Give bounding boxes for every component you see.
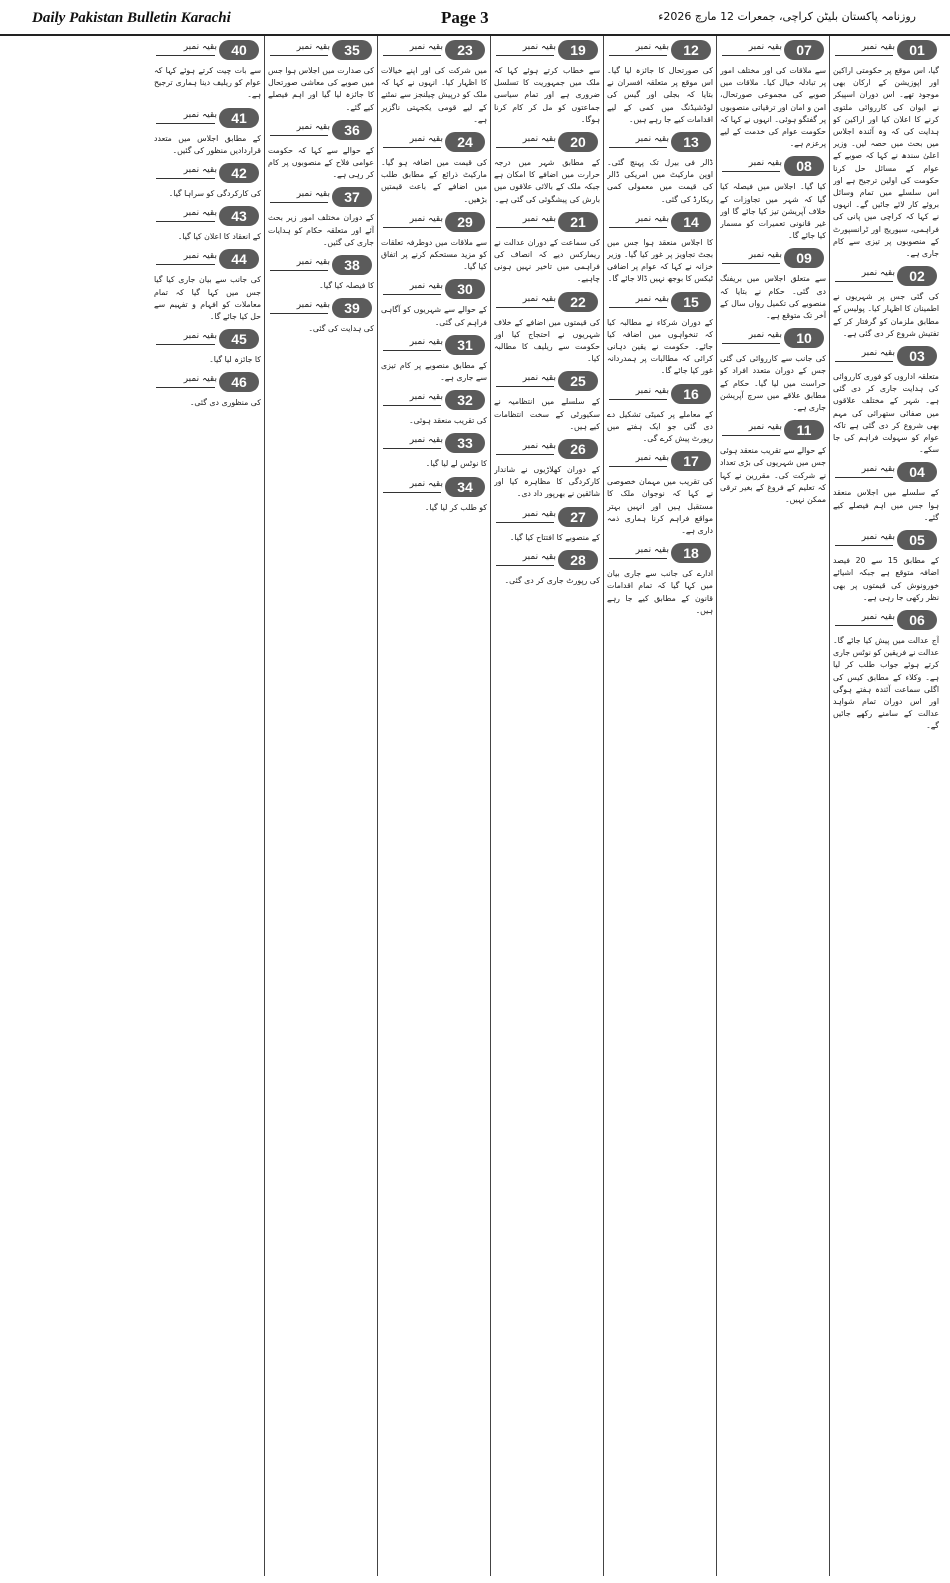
continued-story [268, 255, 374, 292]
continuation-label: بقیہ نمبر [409, 134, 443, 145]
continuation-number: 19 [558, 40, 598, 60]
continuation-label: بقیہ نمبر [748, 330, 782, 341]
continuation-tag [494, 212, 600, 234]
continued-story [154, 108, 261, 157]
continuation-label: بقیہ نمبر [861, 42, 895, 52]
column-body [494, 36, 600, 1576]
story-text: کے سلسلے میں اجلاس منعقد ہوا جس میں اہم فیصلے کیے گئے۔ [833, 488, 939, 522]
continuation-number: 27 [558, 507, 598, 527]
continuation-label: بقیہ نمبر [748, 250, 782, 261]
continuation-tag [607, 384, 713, 406]
continuation-number: 18 [671, 543, 711, 563]
continued-story [720, 248, 826, 322]
tag-rule [609, 227, 667, 228]
continuation-label: بقیہ نمبر [409, 42, 443, 52]
continued-story [607, 451, 713, 537]
continuation-label: بقیہ نمبر [183, 109, 217, 120]
continuation-label: بقیہ نمبر [409, 336, 443, 347]
story-text: میں شرکت کی اور اپنے خیالات کا اظہار کیا۔ انہوں نے کہا کہ ملک کو درپیش چیلنجز سے نمٹنے کے لیے قومی یکجہتی ناگزیر ہے۔ [381, 66, 487, 124]
continued-story [381, 212, 487, 274]
tag-rule [156, 221, 215, 222]
continued-story [154, 249, 261, 323]
continuation-tag [268, 120, 374, 142]
story-text: کی ہدایت کی گئی۔ [308, 324, 374, 334]
continuation-label: بقیہ نمبر [183, 165, 217, 176]
continuation-number: 39 [332, 298, 372, 318]
dateline: روزنامہ پاکستان بلیٹن کراچی، جمعرات 12 مارچ 2026ء [658, 10, 916, 23]
continuation-tag [154, 108, 261, 130]
continuation-number: 10 [784, 328, 824, 348]
tag-rule [156, 344, 215, 345]
column-body [154, 36, 261, 1576]
story-text: سے ملاقات کی اور مختلف امور پر تبادلہ خیال کیا۔ ملاقات میں صوبے کی مجموعی صورتحال، امن و امان اور ترقیاتی منصوبوں پر گفتگو ہوئی۔ انہوں نے کہا کہ حکومت عوام کی خدمت کے لیے پرعزم ہے۔ [720, 66, 826, 149]
continuation-tag [381, 40, 487, 62]
continuation-label: بقیہ نمبر [748, 42, 782, 52]
continuation-label: بقیہ نمبر [296, 300, 330, 311]
story-text: کی جانب سے بیان جاری کیا گیا جس میں کہا گیا کہ تمام معاملات کو افہام و تفہیم سے حل کیا جائے گا۔ [154, 275, 261, 322]
tag-rule [270, 55, 328, 56]
story-text: کی صورتحال کا جائزہ لیا گیا۔ اس موقع پر متعلقہ افسران نے بتایا کہ بجلی اور گیس کی لوڈشیڈنگ میں کمی کے لیے اقدامات کیے جا رہے ہیں۔ [607, 66, 713, 124]
story-text: کے مطابق 15 سے 20 فیصد اضافہ متوقع ہے جبکہ اشیائے خورونوش کی قیمتوں پر بھی نظر رکھی جا رہی ہے۔ [833, 556, 939, 602]
tag-rule [722, 435, 780, 436]
continued-story [833, 462, 939, 524]
continuation-number: 44 [219, 249, 259, 269]
story-text: کا جائزہ لیا گیا۔ [209, 355, 261, 365]
continuation-number: 29 [445, 212, 485, 232]
tag-rule [270, 202, 328, 203]
continuation-label: بقیہ نمبر [635, 42, 669, 52]
continued-story [720, 40, 826, 150]
story-text: کیا گیا۔ اجلاس میں فیصلہ کیا گیا کہ شہر میں تجاوزات کے خلاف آپریشن تیز کیا جائے گا اور غیر قانونی تعمیرات کو مسمار کیا جائے گا۔ [720, 182, 826, 241]
continuation-tag [154, 206, 261, 228]
tag-rule [383, 294, 441, 295]
continuation-label: بقیہ نمبر [861, 348, 895, 359]
continuation-label: بقیہ نمبر [296, 42, 330, 52]
story-text: کے مطابق منصوبے پر کام تیزی سے جاری ہے۔ [381, 360, 487, 383]
tag-rule [835, 361, 893, 362]
tag-rule [383, 55, 441, 56]
continuation-tag [154, 249, 261, 271]
tag-rule [156, 264, 215, 265]
continuation-label: بقیہ نمبر [522, 441, 556, 452]
continuation-label: بقیہ نمبر [409, 435, 443, 446]
continuation-number: 21 [558, 212, 598, 232]
continued-story [720, 156, 826, 242]
continuation-label: بقیہ نمبر [183, 208, 217, 219]
tag-rule [156, 178, 215, 179]
tag-rule [835, 625, 893, 626]
newspaper-page [8, 36, 942, 1576]
continuation-number: 03 [897, 346, 937, 366]
continuation-label: بقیہ نمبر [522, 508, 556, 519]
tag-rule [270, 313, 328, 314]
continuation-number: 05 [897, 530, 937, 550]
continuation-label: بقیہ نمبر [635, 134, 669, 145]
tag-rule [835, 545, 893, 546]
story-text: کے سلسلے میں انتظامیہ نے سکیورٹی کے سخت انتظامات کیے ہیں۔ [494, 397, 600, 431]
tag-rule [496, 454, 554, 455]
continued-story [381, 279, 487, 328]
continuation-tag [607, 212, 713, 234]
tag-rule [383, 227, 441, 228]
tag-rule [156, 387, 215, 388]
continuation-number: 37 [332, 187, 372, 207]
continuation-tag [154, 163, 261, 185]
tag-rule [156, 55, 215, 56]
tag-rule [496, 227, 554, 228]
tag-rule [609, 55, 667, 56]
continuation-tag [833, 530, 939, 552]
continuation-number: 43 [219, 206, 259, 226]
continuation-label: بقیہ نمبر [183, 42, 217, 52]
continued-story [720, 328, 826, 414]
continued-story [494, 507, 600, 544]
continuation-number: 38 [332, 255, 372, 275]
continuation-number: 32 [445, 390, 485, 410]
continuation-label: بقیہ نمبر [409, 281, 443, 292]
newspaper-title: Daily Pakistan Bulletin Karachi [32, 10, 231, 26]
continued-story [268, 187, 374, 249]
story-text: کے حوالے سے تقریب منعقد ہوئی جس میں شہریوں کی بڑی تعداد نے شرکت کی۔ مقررین نے کہا کہ تعلیم کے فروغ کے بغیر ترقی ممکن نہیں۔ [720, 446, 826, 505]
continuation-label: بقیہ نمبر [748, 422, 782, 433]
continuation-label: بقیہ نمبر [183, 374, 217, 385]
continuation-label: بقیہ نمبر [296, 257, 330, 268]
continued-story [381, 40, 487, 126]
continuation-tag [494, 132, 600, 154]
continuation-tag [494, 550, 600, 572]
continuation-number: 28 [558, 550, 598, 570]
continued-story [607, 292, 713, 378]
story-text: سے ملاقات میں دوطرفہ تعلقات کو مزید مستحکم کرنے پر اتفاق کیا گیا۔ [381, 237, 487, 272]
news-column [829, 36, 942, 1576]
continuation-label: بقیہ نمبر [861, 532, 895, 543]
continued-story [381, 477, 487, 514]
continuation-tag [268, 40, 374, 62]
story-text: کے حوالے سے کہا کہ حکومت عوامی فلاح کے منصوبوں پر کام کر رہی ہے۔ [268, 145, 374, 180]
story-text: کی قیمتوں میں اضافے کے خلاف شہریوں نے احتجاج کیا اور حکومت سے ریلیف کا مطالبہ کیا۔ [494, 317, 600, 364]
continued-story [268, 40, 374, 114]
continuation-number: 41 [219, 108, 259, 128]
continuation-number: 45 [219, 329, 259, 349]
story-text: ادارے کی جانب سے جاری بیان میں کہا گیا کہ تمام اقدامات قانون کے مطابق کیے جا رہے ہیں۔ [607, 569, 713, 615]
continuation-tag [720, 420, 826, 442]
continued-story [381, 390, 487, 427]
continuation-number: 34 [445, 477, 485, 497]
story-text: کی جانب سے کارروائی کی گئی جس کے دوران متعدد افراد کو حراست میں لیا گیا۔ حکام کے مطابق علاقے میں سرچ آپریشن جاری ہے۔ [720, 354, 826, 413]
story-text: کی تقریب میں مہمان خصوصی نے کہا کہ نوجوان ملک کا مستقبل ہیں اور انہیں بہتر مواقع فراہم کرنا ہماری ذمہ داری ہے۔ [607, 477, 713, 536]
page-number: Page 3 [441, 8, 489, 27]
continuation-tag [833, 266, 939, 288]
story-text: سے خطاب کرتے ہوئے کہا کہ ملک میں جمہوریت کا تسلسل ضروری ہے اور تمام سیاسی جماعتوں کو مل کر کام کرنا ہوگا۔ [494, 66, 600, 124]
story-text: کی منظوری دی گئی۔ [189, 398, 261, 408]
tag-rule [722, 171, 780, 172]
tag-rule [722, 343, 780, 344]
continuation-tag [268, 298, 374, 320]
continuation-tag [381, 279, 487, 301]
tag-rule [496, 522, 554, 523]
continuation-tag [720, 40, 826, 62]
continuation-label: بقیہ نمبر [635, 545, 669, 556]
column-body [268, 36, 374, 1576]
continuation-label: بقیہ نمبر [635, 213, 669, 224]
continuation-tag [154, 372, 261, 394]
continuation-tag [607, 451, 713, 473]
story-text: آج عدالت میں پیش کیا جائے گا۔ عدالت نے فریقین کو نوٹس جاری کرتے ہوئے جواب طلب کر لیا ہے۔ وکلاء کے مطابق کیس کی اگلی سماعت آئندہ ہفتے ہوگی اور اس دوران تمام شواہد عدالت کے سامنے رکھے جائیں گے۔ [833, 635, 939, 731]
continued-story [833, 40, 939, 260]
continuation-number: 23 [445, 40, 485, 60]
continuation-number: 11 [784, 420, 824, 440]
story-text: کا فیصلہ کیا گیا۔ [319, 281, 374, 291]
story-text: کی کارکردگی کو سراہا گیا۔ [168, 189, 261, 199]
continuation-number: 13 [671, 132, 711, 152]
continuation-number: 20 [558, 132, 598, 152]
continuation-tag [494, 292, 600, 314]
continued-story [833, 530, 939, 604]
continuation-number: 30 [445, 279, 485, 299]
continuation-tag [607, 292, 713, 314]
continuation-number: 46 [219, 372, 259, 392]
tag-rule [270, 135, 328, 136]
continuation-number: 02 [897, 266, 937, 286]
story-text: کے حوالے سے شہریوں کو آگاہی فراہم کی گئی۔ [381, 305, 487, 327]
tag-rule [496, 147, 554, 148]
continuation-label: بقیہ نمبر [409, 392, 443, 403]
continuation-tag [494, 439, 600, 461]
tag-rule [609, 307, 667, 308]
continued-story [720, 420, 826, 506]
continued-story [268, 120, 374, 182]
column-body [833, 36, 939, 1576]
column-body [720, 36, 826, 1576]
continued-story [381, 433, 487, 470]
continued-story [154, 329, 261, 366]
continued-story [494, 439, 600, 501]
continuation-label: بقیہ نمبر [861, 268, 895, 279]
story-text: کی رپورٹ جاری کر دی گئی۔ [504, 575, 600, 585]
tag-rule [496, 307, 554, 308]
continuation-tag [381, 477, 487, 499]
story-text: کے منصوبے کا افتتاح کیا گیا۔ [509, 532, 600, 542]
continuation-number: 33 [445, 433, 485, 453]
news-column [264, 36, 377, 1576]
story-text: کی قیمت میں اضافہ ہو گیا۔ مارکیٹ ذرائع کے مطابق طلب میں اضافے کے باعث قیمتیں بڑھیں۔ [381, 158, 487, 204]
story-text: ڈالر فی بیرل تک پہنچ گئی۔ اوپن مارکیٹ میں امریکی ڈالر کی قیمت میں معمولی کمی ریکارڈ کی گئی۔ [607, 158, 713, 204]
masthead [0, 0, 950, 36]
continuation-tag [154, 40, 261, 62]
tag-rule [496, 55, 554, 56]
continuation-number: 16 [671, 384, 711, 404]
continuation-number: 31 [445, 335, 485, 355]
continuation-tag [381, 335, 487, 357]
continuation-label: بقیہ نمبر [635, 453, 669, 464]
continuation-number: 42 [219, 163, 259, 183]
tag-rule [835, 281, 893, 282]
continued-story [381, 335, 487, 384]
story-text: کو طلب کر لیا گیا۔ [424, 502, 487, 512]
tag-rule [270, 270, 328, 271]
continued-story [607, 543, 713, 617]
continuation-label: بقیہ نمبر [861, 464, 895, 475]
story-text: کے مطابق شہر میں درجہ حرارت میں اضافے کا امکان ہے جبکہ ملک کے بالائی علاقوں میں بارش کی پیشگوئی کی گئی ہے۔ [494, 158, 600, 204]
story-text: کی تقریب منعقد ہوئی۔ [408, 416, 487, 426]
continuation-label: بقیہ نمبر [409, 478, 443, 489]
story-text: سے متعلق اجلاس میں بریفنگ دی گئی۔ حکام نے بتایا کہ منصوبے کی تکمیل رواں سال کے آخر تک متوقع ہے۔ [720, 274, 826, 321]
continuation-tag [607, 543, 713, 565]
story-text: کے انعقاد کا اعلان کیا گیا۔ [177, 232, 261, 242]
tag-rule [609, 558, 667, 559]
continued-story [607, 132, 713, 206]
news-column [490, 36, 603, 1576]
continuation-number: 36 [332, 120, 372, 140]
story-text: کی گئی جس پر شہریوں نے اطمینان کا اظہار کیا۔ پولیس کے مطابق ملزمان کو گرفتار کر کے تفتیش شروع کر دی گئی ہے۔ [833, 292, 939, 338]
continuation-tag [833, 610, 939, 632]
continuation-tag [833, 346, 939, 368]
continued-story [494, 292, 600, 366]
tag-rule [722, 55, 780, 56]
continued-story [494, 40, 600, 126]
story-text: کے دوران مختلف امور زیر بحث آئے اور متعلقہ حکام کو ہدایات جاری کی گئیں۔ [268, 213, 374, 247]
continued-story [381, 132, 487, 206]
continuation-number: 25 [558, 371, 598, 391]
continuation-label: بقیہ نمبر [409, 213, 443, 224]
continuation-tag [833, 462, 939, 484]
continuation-number: 09 [784, 248, 824, 268]
story-text: کے دوران شرکاء نے مطالبہ کیا کہ تنخواہوں میں اضافہ کیا جائے۔ حکومت نے یقین دہانی کرائی کہ مطالبات پر ہمدردانہ غور کیا جائے گا۔ [607, 317, 713, 376]
news-column [716, 36, 829, 1576]
column-body [607, 36, 713, 1576]
tag-rule [722, 263, 780, 264]
story-text: گیا، اس موقع پر حکومتی اراکین اور اپوزیشن کے ارکان بھی موجود تھے۔ اس دوران اسپیکر نے ایوان کی کارروائی ملتوی کرنے کا اعلان کیا اور اراکین کو ہدایت کی کہ وہ آئندہ اجلاس میں بحث میں حصہ لیں۔ وزیر اعلیٰ سندھ نے کہا کہ صوبے کے عوام کے مسائل حل کرنا حکومت کی اولین ترجیح ہے اور اس سلسلے میں تمام وسائل بروئے کار لائے جائیں گے۔ انہوں نے کہا کہ کراچی میں پانی کی فراہمی، سیوریج اور ٹرانسپورٹ کے منصوبوں پر تیزی سے کام جاری ہے۔ [833, 66, 939, 259]
continuation-tag [268, 255, 374, 277]
continuation-label: بقیہ نمبر [183, 331, 217, 342]
continued-story [833, 266, 939, 340]
story-text: کے معاملے پر کمیٹی تشکیل دے دی گئی جو ایک ہفتے میں رپورٹ پیش کرے گی۔ [607, 409, 713, 444]
continued-story [154, 206, 261, 243]
tag-rule [383, 350, 441, 351]
tag-rule [835, 55, 893, 56]
story-text: کا اجلاس منعقد ہوا جس میں بجٹ تجاویز پر غور کیا گیا۔ وزیر خزانہ نے کہا کہ عوام پر اضافی ٹیکس کا بوجھ نہیں ڈالا جائے گا۔ [607, 237, 713, 284]
continued-story [268, 298, 374, 335]
continuation-tag [494, 40, 600, 62]
continued-story [607, 212, 713, 286]
tag-rule [609, 466, 667, 467]
story-text: کے مطابق اجلاس میں متعدد قراردادیں منظور کی گئیں۔ [154, 133, 261, 155]
continued-story [833, 610, 939, 733]
story-text: کی سماعت کے دوران عدالت نے ریمارکس دیے کہ انصاف کی فراہمی میں تاخیر نہیں ہونی چاہیے۔ [494, 237, 600, 284]
continuation-tag [494, 507, 600, 529]
continuation-label: بقیہ نمبر [748, 158, 782, 169]
continuation-tag [720, 156, 826, 178]
continuation-label: بقیہ نمبر [522, 373, 556, 384]
continuation-tag [268, 187, 374, 209]
tag-rule [383, 448, 441, 449]
tag-rule [496, 386, 554, 387]
tag-rule [835, 477, 893, 478]
continuation-number: 04 [897, 462, 937, 482]
continued-story [494, 132, 600, 206]
continuation-number: 35 [332, 40, 372, 60]
continuation-label: بقیہ نمبر [522, 213, 556, 224]
continuation-label: بقیہ نمبر [522, 551, 556, 562]
continued-story [494, 550, 600, 587]
continuation-number: 24 [445, 132, 485, 152]
tag-rule [496, 565, 554, 566]
tag-rule [609, 147, 667, 148]
continuation-tag [381, 390, 487, 412]
continuation-number: 26 [558, 439, 598, 459]
continued-story [154, 372, 261, 409]
continued-story [154, 163, 261, 200]
continuation-tag [720, 248, 826, 270]
tag-rule [383, 492, 441, 493]
continuation-number: 14 [671, 212, 711, 232]
story-text: کا نوٹس لے لیا گیا۔ [425, 459, 487, 469]
column-body [381, 36, 487, 1576]
story-text: کے دوران کھلاڑیوں نے شاندار کارکردگی کا مظاہرہ کیا اور شائقین نے بھرپور داد دی۔ [494, 465, 600, 499]
continuation-number: 06 [897, 610, 937, 630]
continuation-number: 22 [558, 292, 598, 312]
continuation-number: 08 [784, 156, 824, 176]
continued-story [607, 384, 713, 446]
continuation-number: 40 [219, 40, 259, 60]
tag-rule [156, 123, 215, 124]
continuation-tag [833, 40, 939, 62]
continuation-tag [720, 328, 826, 350]
story-text: متعلقہ اداروں کو فوری کارروائی کی ہدایت جاری کر دی گئی ہے۔ شہر کے مختلف علاقوں میں صفائی ستھرائی کی مہم بھی شروع کر دی گئی ہے تاکہ عوام کو سہولت فراہم کی جا سکے۔ [833, 372, 939, 455]
continuation-tag [154, 329, 261, 351]
continuation-label: بقیہ نمبر [635, 293, 669, 304]
story-text: کی صدارت میں اجلاس ہوا جس میں صوبے کی معاشی صورتحال کا جائزہ لیا گیا اور اہم فیصلے کیے گئے۔ [268, 66, 374, 112]
continued-story [607, 40, 713, 126]
news-column [151, 36, 264, 1576]
continued-story [154, 40, 261, 102]
continuation-label: بقیہ نمبر [183, 251, 217, 262]
continuation-number: 12 [671, 40, 711, 60]
continuation-tag [381, 132, 487, 154]
continuation-label: بقیہ نمبر [522, 42, 556, 52]
news-column [603, 36, 716, 1576]
continued-story [494, 371, 600, 433]
continuation-label: بقیہ نمبر [522, 293, 556, 304]
continuation-label: بقیہ نمبر [296, 121, 330, 132]
continued-story [494, 212, 600, 286]
continued-story [833, 346, 939, 456]
continuation-label: بقیہ نمبر [296, 189, 330, 200]
story-text: سے بات چیت کرتے ہوئے کہا کہ عوام کو ریلیف دینا ہماری ترجیح ہے۔ [154, 66, 261, 100]
continuation-label: بقیہ نمبر [635, 385, 669, 396]
continuation-tag [494, 371, 600, 393]
continuation-tag [381, 433, 487, 455]
continuation-number: 15 [671, 292, 711, 312]
continuation-tag [607, 40, 713, 62]
tag-rule [383, 147, 441, 148]
continuation-tag [607, 132, 713, 154]
continuation-label: بقیہ نمبر [522, 134, 556, 145]
continuation-label: بقیہ نمبر [861, 611, 895, 622]
tag-rule [383, 405, 441, 406]
continuation-tag [381, 212, 487, 234]
continuation-number: 07 [784, 40, 824, 60]
continuation-number: 01 [897, 40, 937, 60]
tag-rule [609, 399, 667, 400]
continuation-number: 17 [671, 451, 711, 471]
news-column [377, 36, 490, 1576]
